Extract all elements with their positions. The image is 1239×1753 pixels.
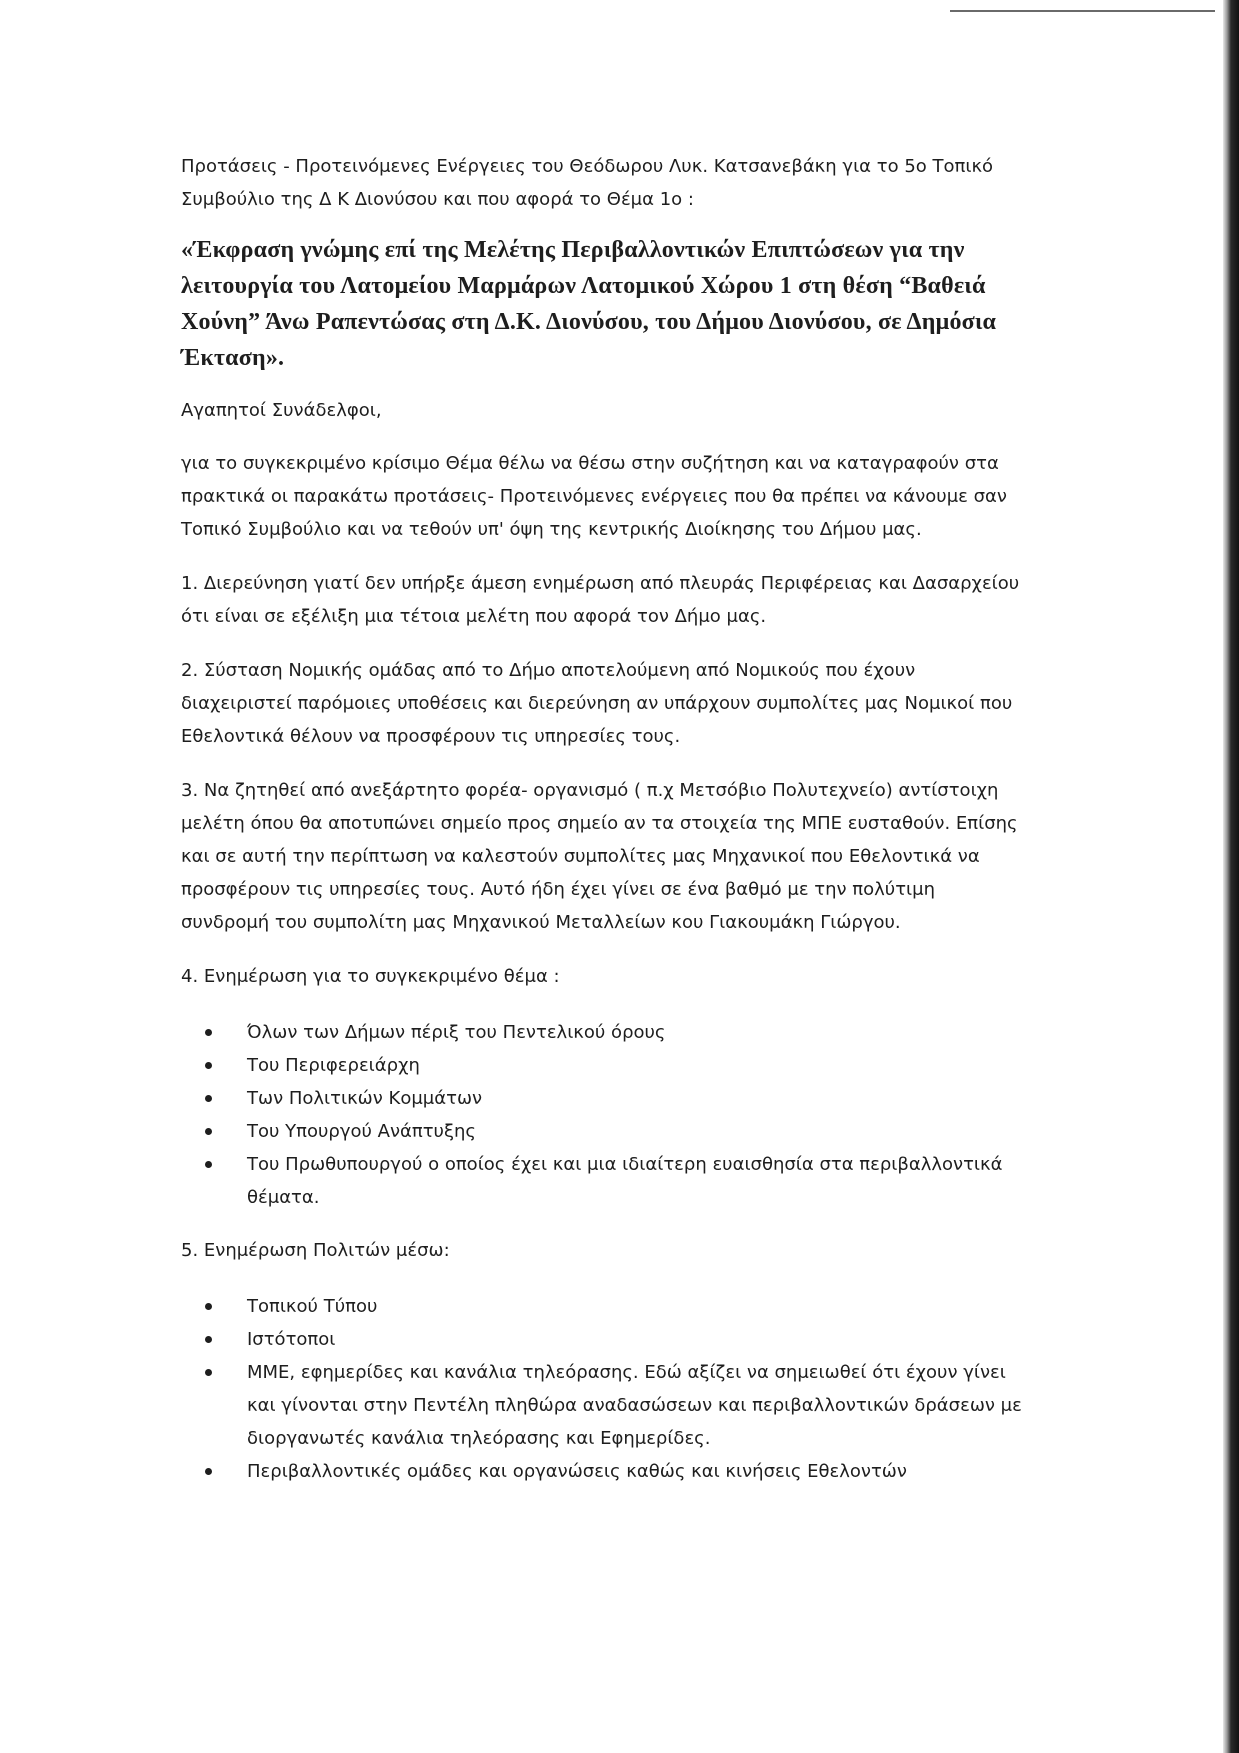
list-item-text: Όλων των Δήμων πέριξ του Πεντελικού όρους — [247, 1022, 666, 1043]
list-item-text: Του Υπουργού Ανάπτυξης — [247, 1121, 476, 1142]
point-5-list — [181, 1290, 1026, 1488]
list-item — [181, 1290, 1026, 1323]
subject-title: «Έκφραση γνώμης επί της Μελέτης Περιβαλλοντικών Επιπτώσεων για την λειτουργία του Λατομείου Μαρμάρων Λατομικού Χώρου 1 στη θέση “Βαθειά Χούνη” Άνω Ραπεντώσας στη Δ.Κ. Διονύσου, του Δήμου Διονύσου, σε Δημόσια Έκταση». — [181, 237, 997, 371]
bullet-icon — [205, 1336, 212, 1343]
point-2: 2. Σύσταση Νομικής ομάδας από το Δήμο αποτελούμενη από Νομικούς που έχουν διαχειριστεί παρόμοιες υποθέσεις και διερεύνηση αν υπάρχουν συμπολίτες μας Νομικοί που Εθελοντικά θέλουν να προσφέρουν τις υπηρεσίες τους. — [181, 660, 1013, 747]
bullet-icon — [205, 1128, 212, 1135]
bullet-icon — [205, 1161, 212, 1168]
list-item — [181, 1016, 1026, 1049]
bullet-icon — [205, 1369, 212, 1376]
list-item — [181, 1455, 1026, 1488]
scan-artifact-top-line — [950, 10, 1215, 12]
bullet-icon — [205, 1468, 212, 1475]
document-page — [181, 150, 1026, 1508]
point-5-heading: 5. Ενημέρωση Πολιτών μέσω: — [181, 1240, 450, 1261]
list-item-text: Ιστότοποι — [247, 1329, 336, 1350]
list-item-text: Του Πρωθυπουργού ο οποίος έχει και μια ιδιαίτερη ευαισθησία στα περιβαλλοντικά θέματα. — [247, 1154, 1003, 1208]
greeting: Αγαπητοί Συνάδελφοι, — [181, 400, 382, 421]
scan-artifact-right-edge — [1223, 0, 1239, 1753]
bullet-icon — [205, 1029, 212, 1036]
bullet-icon — [205, 1095, 212, 1102]
list-item — [181, 1148, 1026, 1214]
list-item-text: Τοπικού Τύπου — [247, 1296, 378, 1317]
list-item — [181, 1323, 1026, 1356]
bullet-icon — [205, 1062, 212, 1069]
opening-paragraph: για το συγκεκριμένο κρίσιμο Θέμα θέλω να θέσω στην συζήτηση και να καταγραφούν στα πρακτικά οι παρακάτω προτάσεις- Προτεινόμενες ενέργειες που θα πρέπει να κάνουμε σαν Τοπικό Συμβούλιο και να τεθούν υπ' όψη της κεντρικής Διοίκησης του Δήμου μας. — [181, 453, 1007, 540]
point-1: 1. Διερεύνηση γιατί δεν υπήρξε άμεση ενημέρωση από πλευράς Περιφέρειας και Δασαρχείου ότι είναι σε εξέλιξη μια τέτοια μελέτη που αφορά τον Δήμο μας. — [181, 573, 1020, 627]
list-item-text: Του Περιφερειάρχη — [247, 1055, 420, 1076]
point-4-heading: 4. Ενημέρωση για το συγκεκριμένο θέμα : — [181, 966, 560, 987]
list-item — [181, 1082, 1026, 1115]
list-item-text: Των Πολιτικών Κομμάτων — [247, 1088, 483, 1109]
intro-paragraph: Προτάσεις - Προτεινόμενες Ενέργειες του Θεόδωρου Λυκ. Κατσανεβάκη για το 5ο Τοπικό Συμβούλιο της Δ Κ Διονύσου και που αφορά το Θέμα 1ο : — [181, 156, 994, 210]
bullet-icon — [205, 1303, 212, 1310]
point-3: 3. Να ζητηθεί από ανεξάρτητο φορέα- οργανισμό ( π.χ Μετσόβιο Πολυτεχνείο) αντίστοιχη μελέτη όπου θα αποτυπώνει σημείο προς σημείο αν τα στοιχεία της ΜΠΕ ευσταθούν. Επίσης και σε αυτή την περίπτωση να καλεστούν συμπολίτες μας Μηχανικοί που Εθελοντικά να προσφέρουν τις υπηρεσίες τους. Αυτό ήδη έχει γίνει σε ένα βαθμό με την πολύτιμη συνδρομή του συμπολίτη μας Μηχανικού Μεταλλείων κου Γιακουμάκη Γιώργου. — [181, 780, 1018, 933]
list-item — [181, 1115, 1026, 1148]
list-item — [181, 1356, 1026, 1455]
list-item — [181, 1049, 1026, 1082]
list-item-text: Περιβαλλοντικές ομάδες και οργανώσεις καθώς και κινήσεις Εθελοντών — [247, 1461, 907, 1482]
list-item-text: ΜΜΕ, εφημερίδες και κανάλια τηλεόρασης. Εδώ αξίζει να σημειωθεί ότι έχουν γίνει και γίνονται στην Πεντέλη πληθώρα αναδασώσεων και περιβαλλοντικών δράσεων με διοργανωτές κανάλια τηλεόρασης και Εφημερίδες. — [247, 1362, 1022, 1449]
point-4-list — [181, 1016, 1026, 1214]
